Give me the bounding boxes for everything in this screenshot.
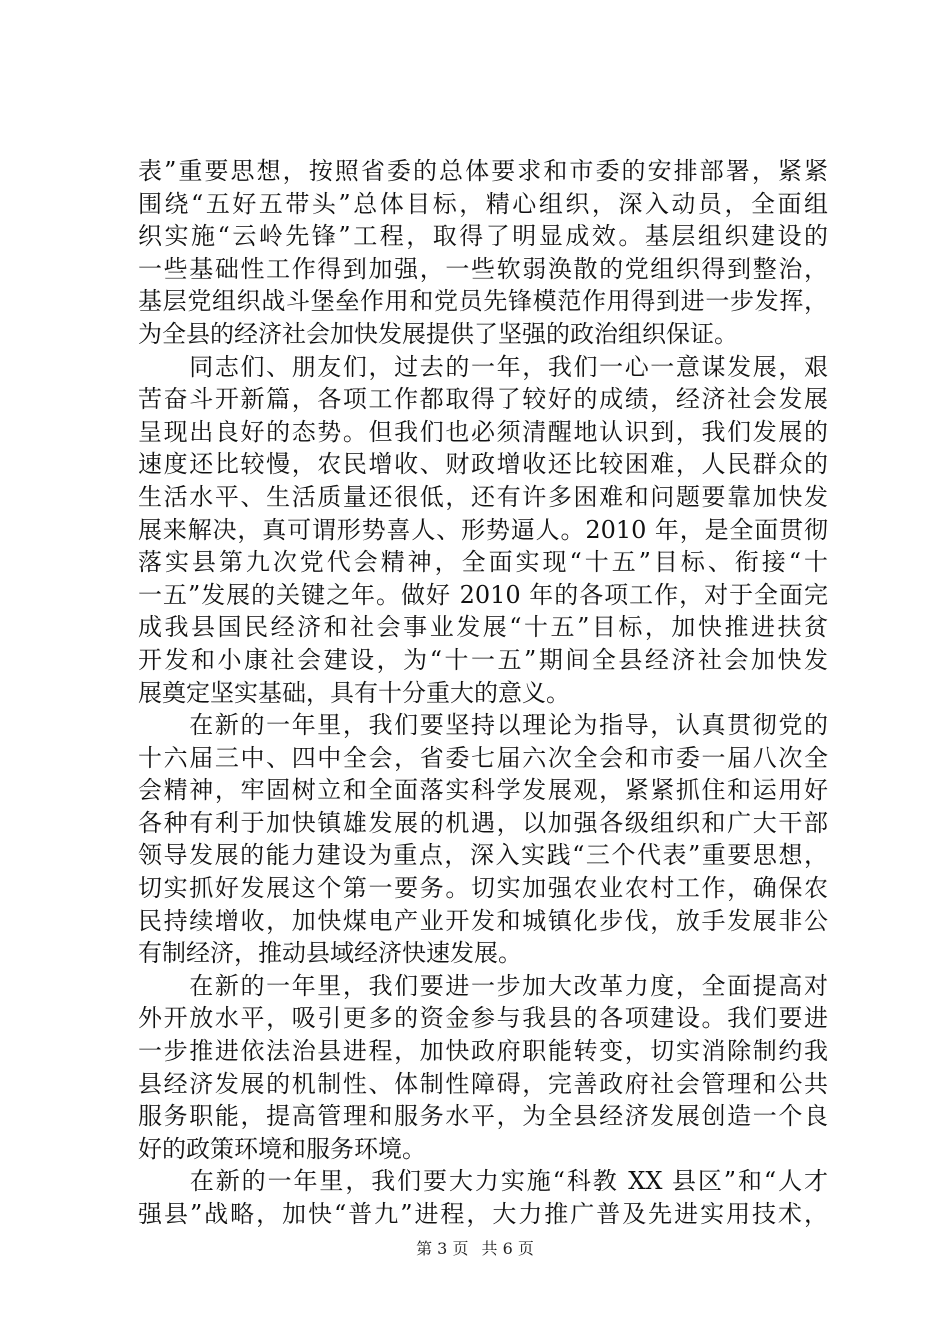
text-line: 成我县国民经济和社会事业发展“十五”目标，加快推进扶贫 xyxy=(138,613,828,642)
page-total: 共 6 页 xyxy=(481,1239,534,1258)
text-line: 一步推进依法治县进程，加快政府职能转变，切实消除制约我 xyxy=(138,1037,828,1066)
text-line: 织实施“云岭先锋”工程，取得了明显成效。基层组织建设的 xyxy=(138,222,828,251)
text-line: 好的政策环境和服务环境。 xyxy=(138,1134,426,1163)
text-line: 会精神，牢固树立和全面落实科学发展观，紧紧抓住和运用好 xyxy=(138,776,828,805)
text-line: 在新的一年里，我们要大力实施“科教 XX 县区”和“人才 xyxy=(138,1167,828,1196)
text-line: 强县”战略，加快“普九”进程，大力推广普及先进实用技术， xyxy=(138,1200,828,1228)
text-line: 基层党组织战斗堡垒作用和党员先锋模范作用得到进一步发挥， xyxy=(138,287,828,316)
text-line: 落实县第九次党代会精神，全面实现“十五”目标、衔接“十 xyxy=(138,548,828,577)
document-body xyxy=(138,155,828,1231)
text-line: 为全县的经济社会加快发展提供了坚强的政治组织保证。 xyxy=(138,319,738,348)
text-line: 速度还比较慢，农民增收、财政增收还比较困难，人民群众的 xyxy=(138,450,828,479)
text-line: 在新的一年里，我们要坚持以理论为指导，认真贯彻党的 xyxy=(138,711,828,740)
text-line: 外开放水平，吸引更多的资金参与我县的各项建设。我们要进 xyxy=(138,1004,828,1033)
text-line: 开发和小康社会建设，为“十一五”期间全县经济社会加快发 xyxy=(138,645,828,674)
text-line: 领导发展的能力建设为重点，深入实践“三个代表”重要思想， xyxy=(138,841,828,870)
text-line: 生活水平、生活质量还很低，还有许多困难和问题要靠加快发 xyxy=(138,482,828,511)
page-number: 第 3 页 xyxy=(416,1239,469,1258)
text-line: 在新的一年里，我们要进一步加大改革力度，全面提高对 xyxy=(138,971,828,1000)
text-line: 服务职能，提高管理和服务水平，为全县经济发展创造一个良 xyxy=(138,1102,828,1131)
text-line: 县经济发展的机制性、体制性障碍，完善政府社会管理和公共 xyxy=(138,1069,828,1098)
text-line: 一五”发展的关键之年。做好 2010 年的各项工作，对于全面完 xyxy=(138,580,828,609)
text-line: 围绕“五好五带头”总体目标，精心组织，深入动员，全面组 xyxy=(138,189,828,218)
text-line: 一些基础性工作得到加强，一些软弱涣散的党组织得到整治， xyxy=(138,254,828,283)
text-line: 展奠定坚实基础，具有十分重大的意义。 xyxy=(138,678,570,707)
text-line: 苦奋斗开新篇，各项工作都取得了较好的成绩，经济社会发展 xyxy=(138,385,828,414)
text-line: 同志们、朋友们，过去的一年，我们一心一意谋发展，艰 xyxy=(138,352,828,381)
text-line: 各种有利于加快镇雄发展的机遇，以加强各级组织和广大干部 xyxy=(138,808,828,837)
text-line: 呈现出良好的态势。但我们也必须清醒地认识到，我们发展的 xyxy=(138,417,828,446)
text-line: 切实抓好发展这个第一要务。切实加强农业农村工作，确保农 xyxy=(138,874,828,903)
text-line: 十六届三中、四中全会，省委七届六次全会和市委一届八次全 xyxy=(138,743,828,772)
text-line: 有制经济，推动县域经济快速发展。 xyxy=(138,939,522,968)
text-line: 展来解决，真可谓形势喜人、形势逼人。2010 年，是全面贯彻 xyxy=(138,515,828,544)
page-footer xyxy=(0,1237,950,1261)
text-line: 民持续增收，加快煤电产业开发和城镇化步伐，放手发展非公 xyxy=(138,906,828,935)
text-line: 表”重要思想，按照省委的总体要求和市委的安排部署，紧紧 xyxy=(138,157,828,185)
